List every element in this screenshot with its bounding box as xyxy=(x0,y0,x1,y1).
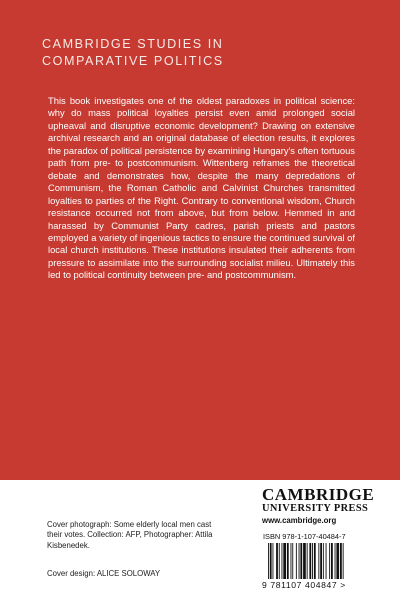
barcode-bar xyxy=(309,543,311,579)
barcode-block xyxy=(262,532,366,592)
barcode-bar xyxy=(296,543,297,579)
barcode-bar xyxy=(300,543,302,579)
barcode-bar xyxy=(312,543,313,579)
barcode-digits: 9 781107 404847 > xyxy=(262,580,346,590)
publisher-logo xyxy=(262,486,392,526)
barcode-bar xyxy=(335,543,336,579)
barcode-bar xyxy=(318,543,319,579)
cover-photo-credit: Cover photograph: Some elderly local men cast their votes. Collection: AFP, Photographer: Attila Kisbenedek. xyxy=(47,520,213,550)
barcode-bar xyxy=(329,543,330,579)
barcode-bar xyxy=(326,543,327,579)
isbn-label: ISBN 978-1-107-40484-7 xyxy=(263,532,346,541)
barcode-bar xyxy=(292,543,293,579)
barcode-bar xyxy=(270,543,272,579)
barcode-bar xyxy=(320,543,322,579)
barcode-bars xyxy=(268,543,364,579)
barcode-bar xyxy=(273,543,274,579)
series-title-line-2: COMPARATIVE POLITICS xyxy=(42,54,224,68)
series-title xyxy=(42,36,302,70)
series-title-line-1: CAMBRIDGE STUDIES IN xyxy=(42,37,224,51)
barcode-bar xyxy=(279,543,280,579)
barcode-bar xyxy=(276,543,278,579)
barcode-bar xyxy=(323,543,324,579)
book-blurb: This book investigates one of the oldest paradoxes in political science: why do mass political loyalties persist even amid prolonged social upheaval and disruptive economic development? Drawing on extensive archival research and an original database of election results, it explores the paradox of political persistence by examining Hungary's often tortuous path from pre- to postcommunism. Wittenberg reframes the theoretical debate and demonstrates how, despite the many depredations of Communism, the Roman Catholic and Calvinist Churches transmitted loyalties to parties of the Right. Contrary to conventional wisdom, Church resistance occurred not from above, but from below. Hemmed in and harassed by Communist Party cadres, parish priests and pastors employed a variety of ingenious tactics to ensure the continued survival of local church institutions. These institutions insulated their adherents from pressure to assimilate into the surrounding socialist milieu. Ultimately this led to political continuity between pre- and postcommunism. xyxy=(48,95,355,281)
barcode-bar xyxy=(268,543,269,579)
barcode-bar xyxy=(299,543,300,579)
barcode-bar xyxy=(336,543,339,579)
publisher-subtitle: UNIVERSITY PRESS xyxy=(262,503,369,514)
barcode-bar xyxy=(287,543,289,579)
barcode-bar xyxy=(343,543,344,579)
barcode-bar xyxy=(307,543,308,579)
barcode-bar xyxy=(282,543,283,579)
publisher-url: www.cambridge.org xyxy=(262,516,337,525)
barcode-bar xyxy=(314,543,316,579)
barcode-bar xyxy=(291,543,292,579)
barcode-bar xyxy=(331,543,333,579)
publisher-name: CAMBRIDGE xyxy=(262,485,375,504)
barcode-bar xyxy=(340,543,342,579)
barcode-bar xyxy=(283,543,286,579)
barcode-bar xyxy=(303,543,306,579)
cover-design-credit: Cover design: ALICE SOLOWAY xyxy=(47,569,161,578)
